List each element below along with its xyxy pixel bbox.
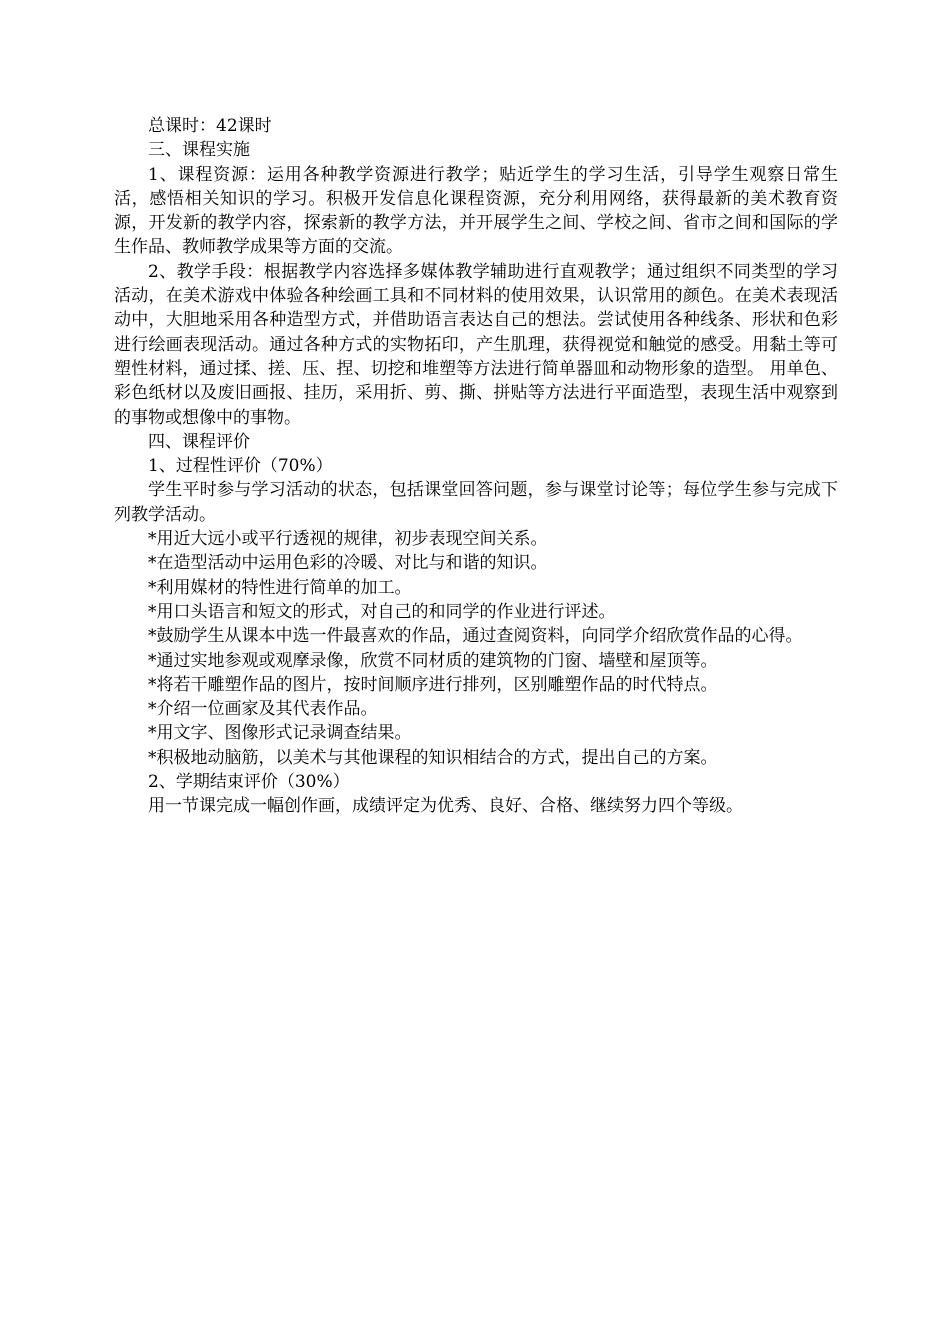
activity-item: *鼓励学生从课本中选一件最喜欢的作品，通过查阅资料，向同学介绍欣赏作品的心得。: [148, 626, 803, 647]
process-evaluation-heading: 1、过程性评价（70%）: [148, 456, 333, 477]
document-body: [114, 114, 838, 819]
activity-item: *利用媒材的特性进行简单的加工。: [148, 577, 412, 598]
course-resources-paragraph: 1、课程资源：运用各种教学资源进行教学；贴近学生的学习生活，引导学生观察日常生活，感悟相关知识的学习。积极开发信息化课程资源，充分利用网络，获得最新的美术教育资源，开发新的教学内容，探索新的教学方法，并开展学生之间、学校之间、省市之间和国际的学生作品、教师教学成果等方面的交流。: [114, 164, 838, 258]
activity-item: *用口头语言和短文的形式，对自己的和同学的作业进行评述。: [148, 601, 616, 622]
activity-item: *在造型活动中运用色彩的冷暖、对比与和谐的知识。: [148, 553, 548, 574]
process-evaluation-paragraph: 学生平时参与学习活动的状态，包括课堂回答问题，参与课堂讨论等；每位学生参与完成下列教学活动。: [114, 480, 838, 525]
teaching-methods-paragraph: 2、教学手段：根据教学内容选择多媒体教学辅助进行直观教学；通过组织不同类型的学习活动，在美术游戏中体验各种绘画工具和不同材料的使用效果，认识常用的颜色。在美术表现活动中，大胆地采用各种造型方式，并借助语言表达自己的想法。尝试使用各种线条、形状和色彩进行绘画表现活动。通过各种方式的实物拓印，产生肌理，获得视觉和触觉的感受。用黏土等可塑性材料，通过揉、搓、压、捏、切挖和堆塑等方法进行简单器皿和动物形象的造型。 用单色、彩色纸材以及废旧画报、挂历，采用折、剪、撕、拼贴等方法进行平面造型，表现生活中观察到的事物或想像中的事物。: [114, 261, 838, 428]
section-heading-implementation: 三、课程实施: [148, 140, 250, 161]
activity-item: *用近大远小或平行透视的规律，初步表现空间关系。: [148, 529, 548, 550]
final-evaluation-paragraph: 用一节课完成一幅创作画，成绩评定为优秀、良好、合格、继续努力四个等级。: [148, 796, 743, 817]
activity-item: *通过实地参观或观摩录像，欣赏不同材质的建筑物的门窗、墙壁和屋顶等。: [148, 650, 718, 671]
activity-item: *用文字、图像形式记录调查结果。: [148, 723, 412, 744]
total-hours-line: 总课时：42课时: [148, 116, 272, 136]
activity-item: *将若干雕塑作品的图片，按时间顺序进行排列，区别雕塑作品的时代特点。: [148, 674, 718, 695]
final-evaluation-heading: 2、学期结束评价（30%）: [148, 772, 350, 793]
activity-item: *积极地动脑筋，以美术与其他课程的知识相结合的方式，提出自己的方案。: [148, 747, 718, 768]
section-heading-evaluation: 四、课程评价: [148, 431, 250, 452]
activity-item: *介绍一位画家及其代表作品。: [148, 699, 378, 720]
